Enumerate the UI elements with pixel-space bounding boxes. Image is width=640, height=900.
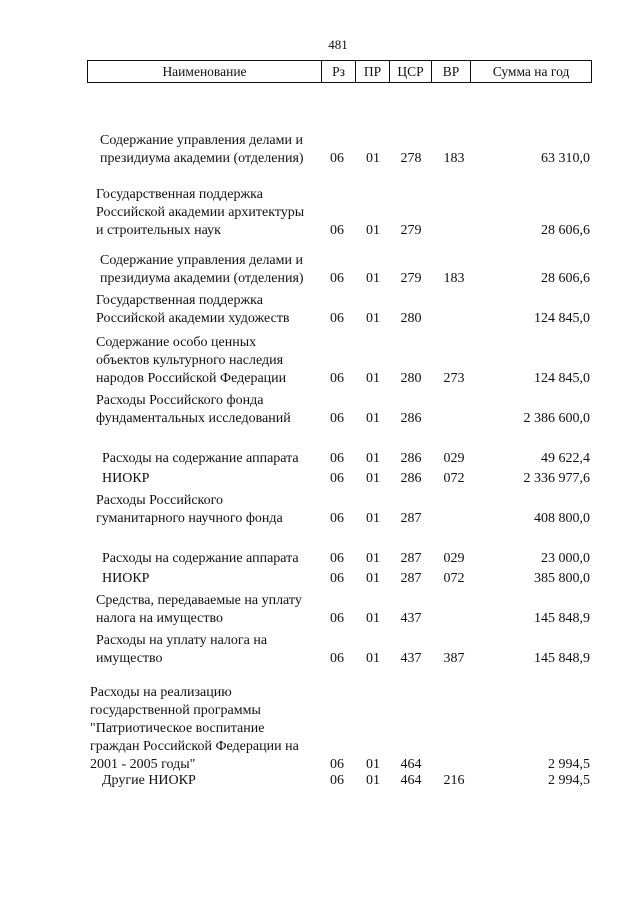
row-rz: 06 (330, 511, 344, 526)
row-pr: 01 (366, 611, 380, 626)
row-name: Расходы на содержание аппарата (102, 451, 299, 466)
row-name: Государственная поддержка Российской академии художеств (96, 293, 290, 326)
row-csr: 287 (400, 511, 422, 526)
row-pr: 01 (366, 271, 380, 286)
row-csr: 287 (400, 551, 422, 566)
row-pr: 01 (366, 151, 380, 166)
row-name: Средства, передаваемые на уплату налога на имущество (96, 593, 302, 626)
row-rz: 06 (330, 757, 344, 772)
header-name: Наименование (88, 61, 322, 82)
row-rz: 06 (330, 151, 344, 166)
header-rz: Рз (322, 61, 356, 82)
table-row (90, 772, 592, 790)
row-rz: 06 (330, 223, 344, 238)
row-rz: 06 (330, 451, 344, 466)
row-vr: 072 (443, 571, 465, 586)
row-pr: 01 (366, 411, 380, 426)
row-name: НИОКР (102, 471, 150, 486)
row-sum: 2 994,5 (548, 773, 590, 788)
row-vr: 273 (443, 371, 465, 386)
row-csr: 286 (400, 411, 422, 426)
row-sum: 49 622,4 (541, 451, 590, 466)
row-rz: 06 (330, 471, 344, 486)
row-vr: 183 (443, 151, 465, 166)
row-rz: 06 (330, 371, 344, 386)
table-row (90, 492, 592, 528)
row-pr: 01 (366, 551, 380, 566)
row-pr: 01 (366, 757, 380, 772)
row-csr: 286 (400, 451, 422, 466)
header-sum: Сумма на год (492, 63, 570, 79)
row-rz: 06 (330, 311, 344, 326)
row-sum: 145 848,9 (534, 651, 590, 666)
row-csr: 280 (400, 371, 422, 386)
row-vr: 029 (443, 551, 465, 566)
row-name: Расходы на уплату налога на имущество (96, 633, 268, 666)
row-rz: 06 (330, 651, 344, 666)
row-sum: 23 000,0 (541, 551, 590, 566)
row-sum: 28 606,6 (541, 271, 590, 286)
header-csr: ЦСР (390, 61, 432, 82)
row-sum: 124 845,0 (534, 371, 590, 386)
row-name: Расходы Российского фонда фундаментальных исследований (96, 393, 291, 426)
header-pr: ПР (356, 61, 390, 82)
row-pr: 01 (366, 651, 380, 666)
table-row (90, 450, 592, 468)
row-pr: 01 (366, 511, 380, 526)
table-row (90, 570, 592, 588)
table-row (90, 392, 592, 428)
row-sum: 408 800,0 (534, 511, 590, 526)
row-name: Содержание управления делами и президиума академии (отделения) (100, 253, 304, 286)
row-pr: 01 (366, 471, 380, 486)
row-name: Государственная поддержка Российской академии архитектуры и строительных наук (96, 187, 305, 238)
table-row (90, 132, 592, 168)
table-row (90, 252, 592, 288)
row-sum: 28 606,6 (541, 223, 590, 238)
row-csr: 287 (400, 571, 422, 586)
row-sum: 124 845,0 (534, 311, 590, 326)
table-row (90, 632, 592, 668)
row-csr: 278 (400, 151, 422, 166)
row-rz: 06 (330, 271, 344, 286)
row-name: Расходы на реализацию государственной программы "Патриотическое воспитание граждан Российской Федерации на 2001 - 2005 годы" (90, 685, 299, 772)
row-vr: 183 (443, 271, 465, 286)
row-vr: 072 (443, 471, 465, 486)
row-rz: 06 (330, 551, 344, 566)
table-row (90, 550, 592, 568)
row-csr: 464 (400, 773, 422, 788)
page-number: 481 (328, 37, 348, 52)
row-name: Содержание особо ценных объектов культурного наследия народов Российской Федерации (96, 335, 287, 386)
table-row (90, 684, 592, 774)
row-name: Другие НИОКР (102, 773, 196, 788)
table-row (90, 592, 592, 628)
row-sum: 385 800,0 (534, 571, 590, 586)
row-sum: 63 310,0 (541, 151, 590, 166)
table-row (90, 334, 592, 388)
row-sum: 2 336 977,6 (523, 471, 590, 486)
row-sum: 2 386 600,0 (523, 411, 590, 426)
table-row (90, 470, 592, 488)
row-vr: 216 (443, 773, 465, 788)
row-pr: 01 (366, 371, 380, 386)
row-name: Расходы на содержание аппарата (102, 551, 299, 566)
row-csr: 280 (400, 311, 422, 326)
row-rz: 06 (330, 571, 344, 586)
row-sum: 2 994,5 (548, 757, 590, 772)
row-rz: 06 (330, 411, 344, 426)
row-name: Содержание управления делами и президиума академии (отделения) (100, 133, 304, 166)
row-pr: 01 (366, 773, 380, 788)
row-sum: 145 848,9 (534, 611, 590, 626)
row-csr: 437 (400, 611, 422, 626)
table-header (87, 60, 592, 83)
row-pr: 01 (366, 223, 380, 238)
row-name: Расходы Российского гуманитарного научного фонда (96, 493, 283, 526)
table-row (90, 186, 592, 240)
row-pr: 01 (366, 571, 380, 586)
row-vr: 029 (443, 451, 465, 466)
row-csr: 286 (400, 471, 422, 486)
row-pr: 01 (366, 451, 380, 466)
row-csr: 279 (400, 271, 422, 286)
row-csr: 464 (400, 757, 422, 772)
row-rz: 06 (330, 611, 344, 626)
row-pr: 01 (366, 311, 380, 326)
row-rz: 06 (330, 773, 344, 788)
row-csr: 279 (400, 223, 422, 238)
table-row (90, 292, 592, 328)
row-name: НИОКР (102, 571, 150, 586)
header-vr: ВР (432, 61, 471, 82)
row-csr: 437 (400, 651, 422, 666)
row-vr: 387 (443, 651, 465, 666)
